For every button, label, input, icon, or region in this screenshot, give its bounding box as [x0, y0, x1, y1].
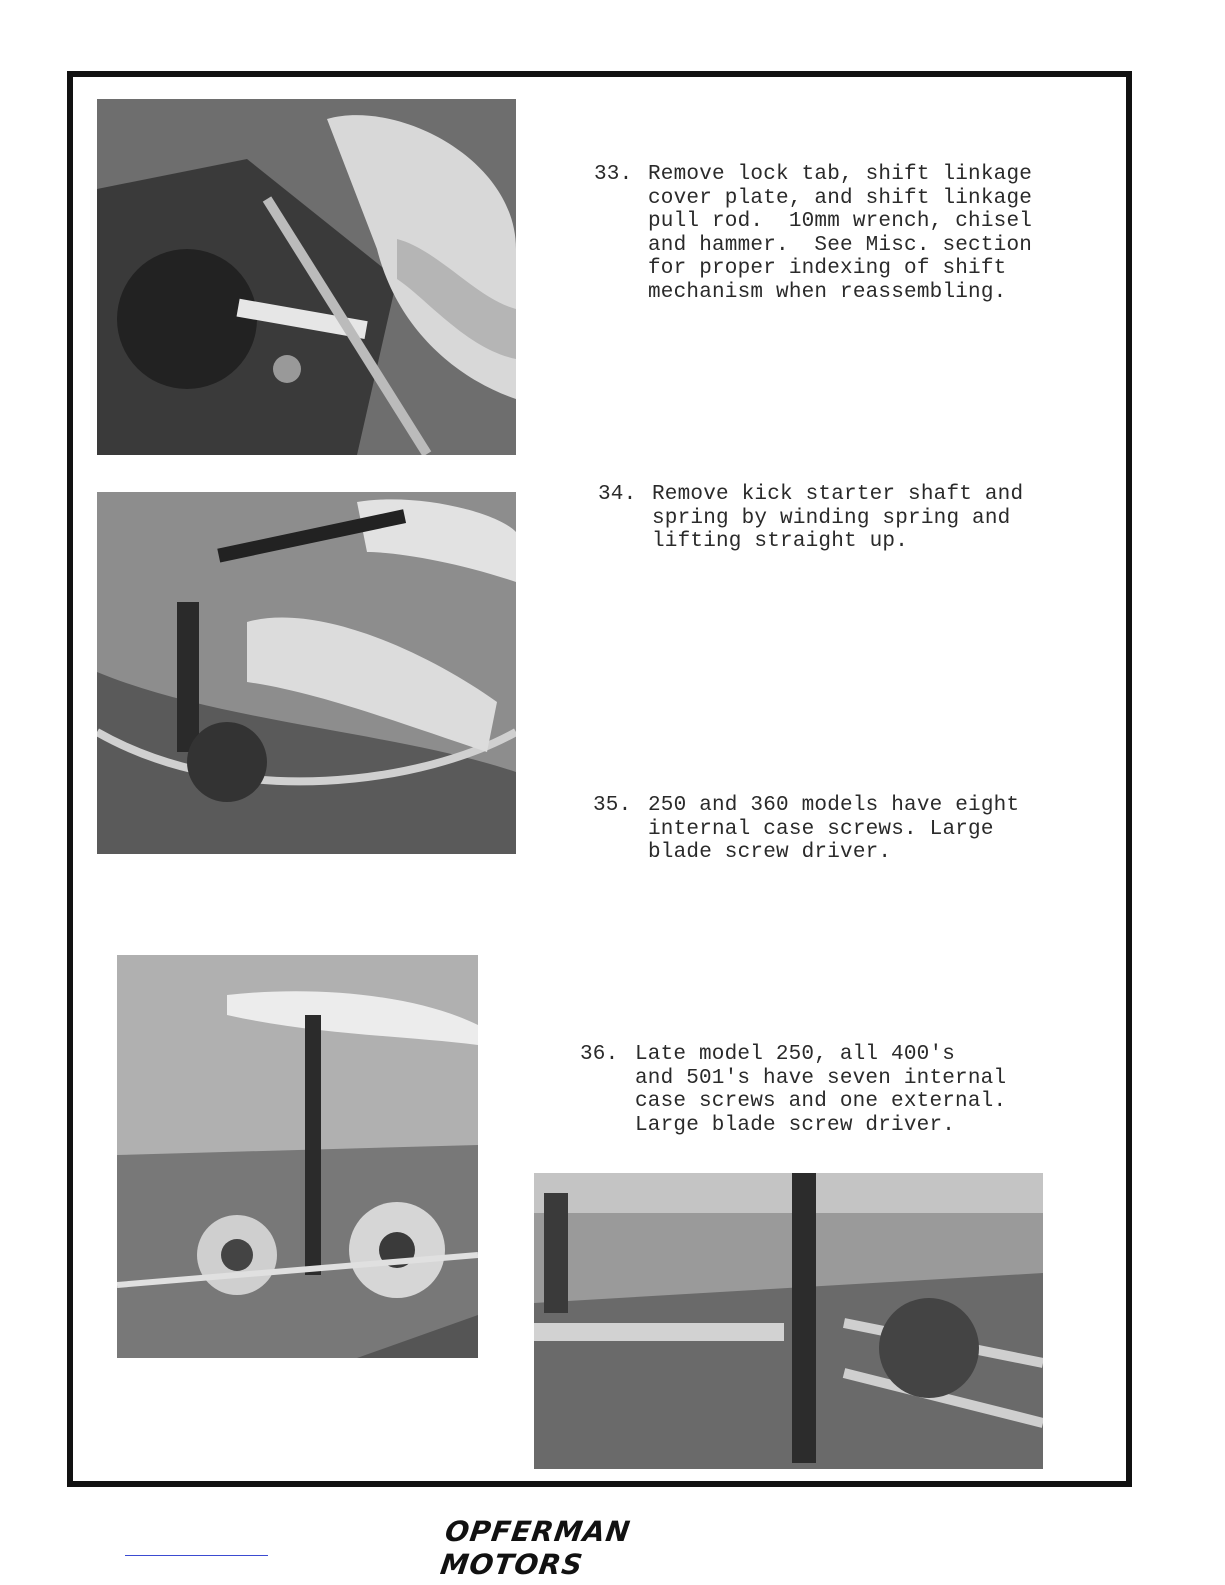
- step-36: [580, 1043, 1060, 1143]
- step-text: Late model 250, all 400's and 501's have seven internal case screws and one external. Large blade screw driver.: [635, 1043, 1007, 1137]
- step-33: [594, 163, 1094, 313]
- step-number: 36.: [580, 1043, 619, 1066]
- step-number: 35.: [593, 794, 632, 817]
- step-text: 250 and 360 models have eight internal case screws. Large blade screw driver.: [648, 794, 1020, 864]
- photo-shift-linkage: [97, 99, 516, 455]
- step-number: 33.: [594, 163, 633, 186]
- step-number: 34.: [598, 483, 637, 506]
- footer-link-underline: [125, 1555, 268, 1556]
- photo-kick-starter: [97, 492, 516, 854]
- photo-internal-case-screws: [117, 955, 478, 1358]
- step-35: [593, 794, 1073, 874]
- step-text: Remove lock tab, shift linkage cover plate, and shift linkage pull rod. 10mm wrench, chisel and hammer. See Misc. section for proper indexing of shift mechanism when reassembling.: [648, 163, 1033, 304]
- footer-brand-logo: OPFERMAN MOTORS: [438, 1515, 633, 1581]
- photo-external-case-screw: [534, 1173, 1043, 1469]
- step-text: Remove kick starter shaft and spring by winding spring and lifting straight up.: [652, 483, 1024, 553]
- step-34: [598, 483, 1078, 563]
